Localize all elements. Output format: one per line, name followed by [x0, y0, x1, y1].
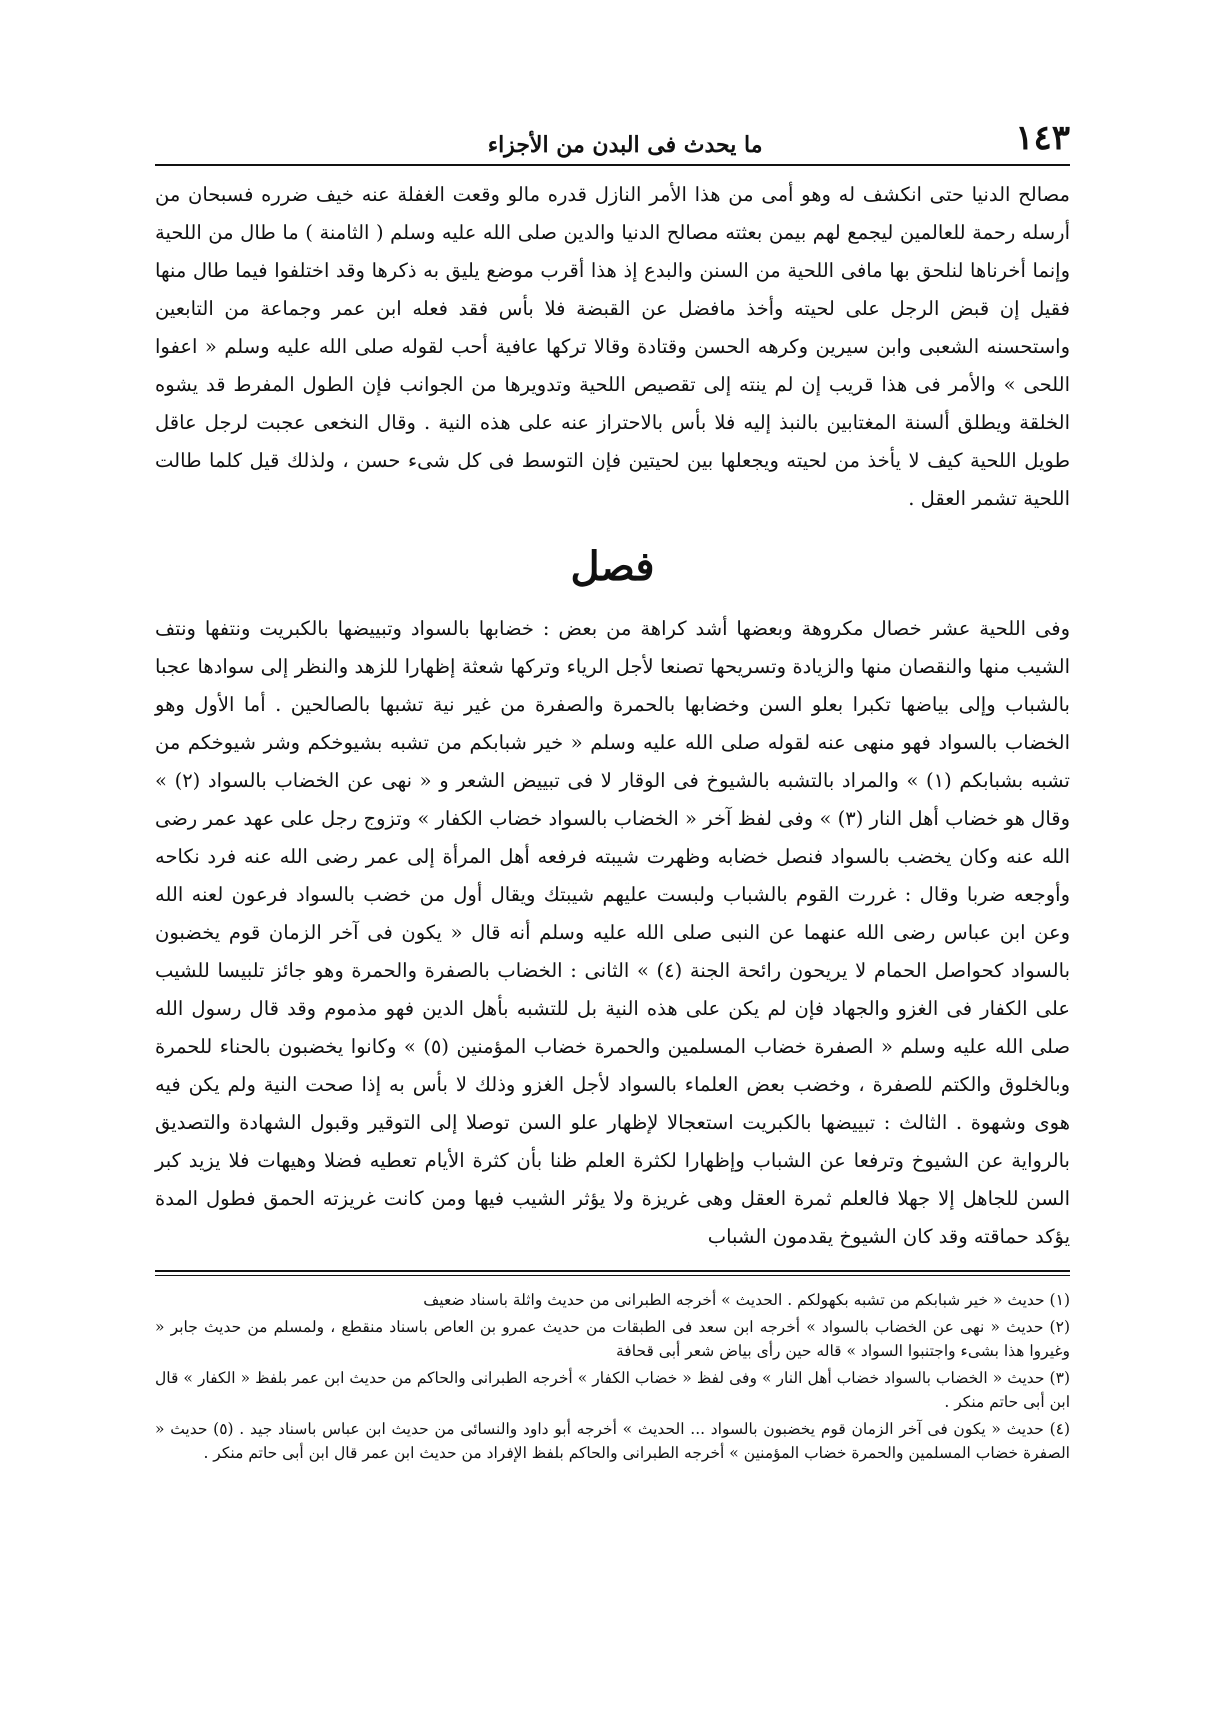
page-number: ١٤٣: [1015, 118, 1070, 158]
footnote-3: (٣) حديث « الخضاب بالسواد خضاب أهل النار » وفى لفظ « خضاب الكفار » أخرجه الطبرانى والحاكم من حديث ابن عمر بلفظ « الكفار » قال ابن أبى حاتم منكر .: [155, 1368, 1070, 1411]
body-paragraph-2: وفى اللحية عشر خصال مكروهة وبعضها أشد كراهة من بعض : خضابها بالسواد وتبييضها بالكبريت ونتفها ونتف الشيب منها والنقصان منها والزيادة وتسريحها تصنعا لأجل الرياء وتركها شعثة إظهارا للزهد والنظر إلى سوادها عجبا بالشباب وإلى بياضها تكبرا بعلو السن وخضابها بالحمرة والصفرة من غير نية تشبها بالصالحين . أما الأول وهو الخضاب بالسواد فهو منهى عنه لقوله صلى الله عليه وسلم « خير شبابكم من تشبه بشيوخكم وشر شيوخكم من تشبه بشبابكم (١) » والمراد بالتشبه بالشيوخ فى الوقار لا فى تبييض الشعر و « نهى عن الخضاب بالسواد (٢) » وقال هو خضاب أهل النار (٣) » وفى لفظ آخر « الخضاب بالسواد خضاب الكفار » وتزوج رجل على عهد عمر رضى الله عنه وكان يخضب بالسواد فنصل خضابه وظهرت شيبته فرفعه أهل المرأة إلى عمر رضى الله عنه فرد نكاحه وأوجعه ضربا وقال : غررت القوم بالشباب ولبست عليهم شيبتك ويقال أول من خضب بالسواد فرعون لعنه الله وعن ابن عباس رضى الله عنهما عن النبى صلى الله عليه وسلم أنه قال « يكون فى آخر الزمان قوم يخضبون بالسواد كحواصل الحمام لا يريحون رائحة الجنة (٤) » الثانى : الخضاب بالصفرة والحمرة وهو جائز تلبيسا للشيب على الكفار فى الغزو والجهاد فإن لم يكن على هذه النية بل للتشبه بأهل الدين فهو مذموم وقد قال رسول الله صلى الله عليه وسلم « الصفرة خضاب المسلمين والحمرة خضاب المؤمنين (٥) » وكانوا يخضبون بالحناء للحمرة وبالخلوق والكتم للصفرة ، وخضب بعض العلماء بالسواد لأجل الغزو وذلك لا بأس به إذا صحت النية ولم يكن فيه هوى وشهوة . الثالث : تبييضها بالكبريت استعجالا لإظهار علو السن توصلا إلى التوقير وقبول الشهادة والتصديق بالرواية عن الشيوخ وترفعا عن الشباب وإظهارا لكثرة العلم ظنا بأن كثرة الأيام تعطيه فضلا وهيهات فلا يزيد كبر السن للجاهل إلا جهلا فالعلم ثمرة العقل وهى غريزة ولا يؤثر الشيب فيها ومن كانت غريزته الحمق فطول المدة يؤكد حماقته وقد كان الشيوخ يقدمون الشباب: [155, 617, 1071, 1248]
footnote-rule-thin: [155, 1275, 1070, 1276]
footnote-2: (٢) حديث « نهى عن الخضاب بالسواد » أخرجه ابن سعد فى الطبقات من حديث عمرو بن العاص باسناد منقطع ، ولمسلم من حديث جابر « وغيروا هذا بشىء واجتنبوا السواد » قاله حين رأى بياض شعر أبى قحافة: [155, 1317, 1070, 1360]
footnote-rule-thick: [155, 1270, 1070, 1272]
section-heading-text: فصل: [570, 543, 655, 590]
body-paragraph-1: مصالح الدنيا حتى انكشف له وهو أمى من هذا الأمر النازل قدره مالو وقعت الغفلة عنه خيف ضرره فسبحان من أرسله رحمة للعالمين ليجمع لهم بيمن بعثته مصالح الدنيا والدين صلى الله عليه وسلم ( الثامنة ) ما طال من اللحية وإنما أخرناها لنلحق بها مافى اللحية من السنن والبدع إذ هذا أقرب موضع يليق به ذكرها وقد اختلفوا فيما طال منها فقيل إن قبض الرجل على لحيته وأخذ مافضل عن القبضة فلا بأس فقد فعله ابن عمر وجماعة من التابعين واستحسنه الشعبى وابن سيرين وكرهه الحسن وقتادة وقالا تركها عافية أحب لقوله صلى الله عليه وسلم « اعفوا اللحى » والأمر فى هذا قريب إن لم ينته إلى تقصيص اللحية وتدويرها من الجوانب فإن الطول المفرط قد يشوه الخلقة ويطلق ألسنة المغتابين بالنبذ إليه فلا بأس بالاحتراز عنه على هذه النية . وقال النخعى عجبت لرجل عاقل طويل اللحية كيف لا يأخذ من لحيته ويجعلها بين لحيتين فإن التوسط فى كل شىء حسن ، ولذلك قيل كلما طالت اللحية تشمر العقل .: [155, 183, 1070, 510]
header-rule: [155, 164, 1070, 166]
footnote-4-5: (٤) حديث « يكون فى آخر الزمان قوم يخضبون بالسواد ... الحديث » أخرجه أبو داود والنسائى من حديث ابن عباس باسناد جيد . (٥) حديث « الصفرة خضاب المسلمين والحمرة خضاب المؤمنين » أخرجه الطبرانى والحاكم بلفظ الإفراد من حديث ابن عمر قال ابن أبى حاتم منكر .: [155, 1419, 1071, 1462]
footnote-1: (١) حديث « خير شبابكم من تشبه بكهولكم . الحديث » أخرجه الطبرانى من حديث واثلة باسناد ضعيف: [423, 1291, 1070, 1309]
section-heading: [155, 544, 1070, 590]
footnotes: [155, 1288, 1070, 1466]
footnote-separator: [155, 1270, 1070, 1276]
running-title: ما يحدث فى البدن من الأجزاء: [487, 132, 763, 158]
page-header: [155, 110, 1070, 158]
